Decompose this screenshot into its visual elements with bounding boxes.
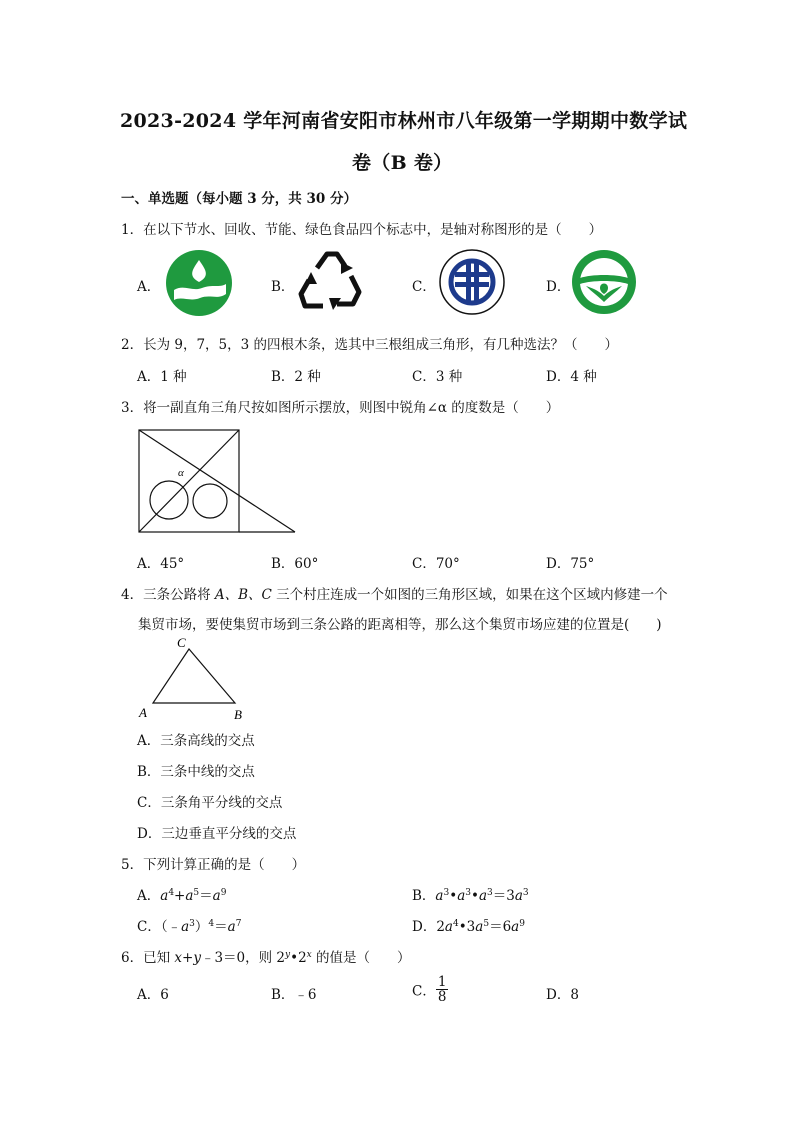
q6-option-c	[412, 975, 448, 1004]
q3-option-d: D．75°	[546, 556, 595, 572]
q5-a-prefix: A．	[137, 888, 161, 904]
alpha-label: α	[178, 467, 184, 479]
q6-stem-end: 的值是（ ）	[311, 950, 411, 966]
vertex-c-label: C	[177, 635, 186, 650]
question-5-stem: 5．下列计算正确的是（ ）	[121, 857, 306, 873]
question-2-stem: 2．长为 9，7，5，3 的四根木条，选其中三根组成三角形，有几种选法？（ ）	[121, 337, 619, 353]
triangle-abc	[153, 649, 235, 703]
question-1-stem: 1．在以下节水、回收、节能、绿色食品四个标志中，是轴对称图形的是（ ）	[121, 222, 603, 238]
q5-d-prefix: D．	[412, 919, 437, 935]
q5-option-b: B．$a^3•a^3•a^3=3a^3$	[412, 888, 529, 904]
right-circle	[193, 484, 227, 518]
q6-option-b: B．﹣6	[271, 987, 317, 1003]
vertex-a-label: A	[139, 705, 147, 720]
q1-option-b-label: B．	[271, 279, 295, 295]
q3-option-c: C．70°	[412, 556, 460, 572]
q3-option-b: B．60°	[271, 556, 319, 572]
left-circle	[150, 481, 188, 519]
q6-c-denominator: 8	[437, 989, 447, 1005]
q4-option-d: D．三边垂直平分线的交点	[137, 826, 297, 842]
exam-title-line2: 卷（B 卷）	[352, 152, 453, 174]
q5-option-c: C．$(﹣a^3)^4=a^7$	[137, 919, 242, 935]
recycle-logo-icon	[297, 248, 363, 314]
q4-stem-villages: A、B、C	[214, 587, 272, 603]
q6-option-d: D．8	[546, 987, 579, 1003]
q5-b-prefix: B．	[412, 888, 436, 904]
q1-option-c-label: C．	[412, 279, 436, 295]
exam-title-line1: 2023-2024 学年河南省安阳市林州市八年级第一学期期中数学试	[120, 110, 688, 132]
q4-stem-post: 三个村庄连成一个如图的三角形区域，如果在这个区域内修建一个	[271, 587, 668, 603]
energy-saving-logo-icon	[438, 248, 506, 316]
q6-stem-prefix: 6．已知	[121, 950, 175, 966]
q5-option-d: D．$2a^4•3a^5=6a^9$	[412, 919, 525, 935]
q1-option-d-label: D．	[546, 279, 571, 295]
vertex-b-label: B	[234, 707, 242, 722]
q1-option-a-label: A．	[137, 279, 161, 295]
q4-option-a: A．三条高线的交点	[137, 733, 255, 749]
q2-option-c: C．3 种	[412, 369, 463, 385]
green-food-logo-icon	[570, 248, 638, 316]
q4-stem-pre: 4．三条公路将	[121, 587, 215, 603]
question-4-stem-line2: 集贸市场，要使集贸市场到三条公路的距离相等，那么这个集贸市场应建的位置是( )	[138, 617, 662, 633]
question-3-stem: 3．将一副直角三角尺按如图所示摆放，则图中锐角∠α 的度数是（ ）	[121, 400, 560, 416]
square-hypotenuse	[139, 430, 239, 532]
section-header: 一、单选题（每小题 3 分，共 30 分）	[121, 191, 357, 207]
q2-option-d: D．4 种	[546, 369, 597, 385]
q4-option-b: B．三条中线的交点	[137, 764, 255, 780]
water-saving-logo-icon	[164, 248, 234, 318]
set-square-figure	[138, 428, 298, 534]
q6-c-numerator: 1	[437, 974, 447, 990]
q6-stem-mid: ﹣3＝0，则 2	[200, 950, 286, 966]
q5-c-prefix: C．	[137, 919, 161, 935]
q2-option-b: B．2 种	[271, 369, 321, 385]
q6-c-fraction	[436, 975, 449, 1004]
question-6-stem: 6．已知 x+y﹣3＝0，则 2$^y$•2$^x$ 的值是（ ）	[121, 950, 411, 966]
triangle-abc-figure	[137, 635, 252, 721]
q6-c-prefix: C．	[412, 983, 436, 1000]
question-4-stem-line1	[121, 583, 668, 603]
q4-option-c: C．三条角平分线的交点	[137, 795, 283, 811]
q6-option-a: A．6	[137, 987, 169, 1003]
q5-option-a: A．$a^4+a^5=a^9$	[137, 888, 227, 904]
q2-option-a: A．1 种	[137, 369, 187, 385]
q3-option-a: A．45°	[137, 556, 185, 572]
q6-stem-expr: x+y	[174, 950, 201, 966]
